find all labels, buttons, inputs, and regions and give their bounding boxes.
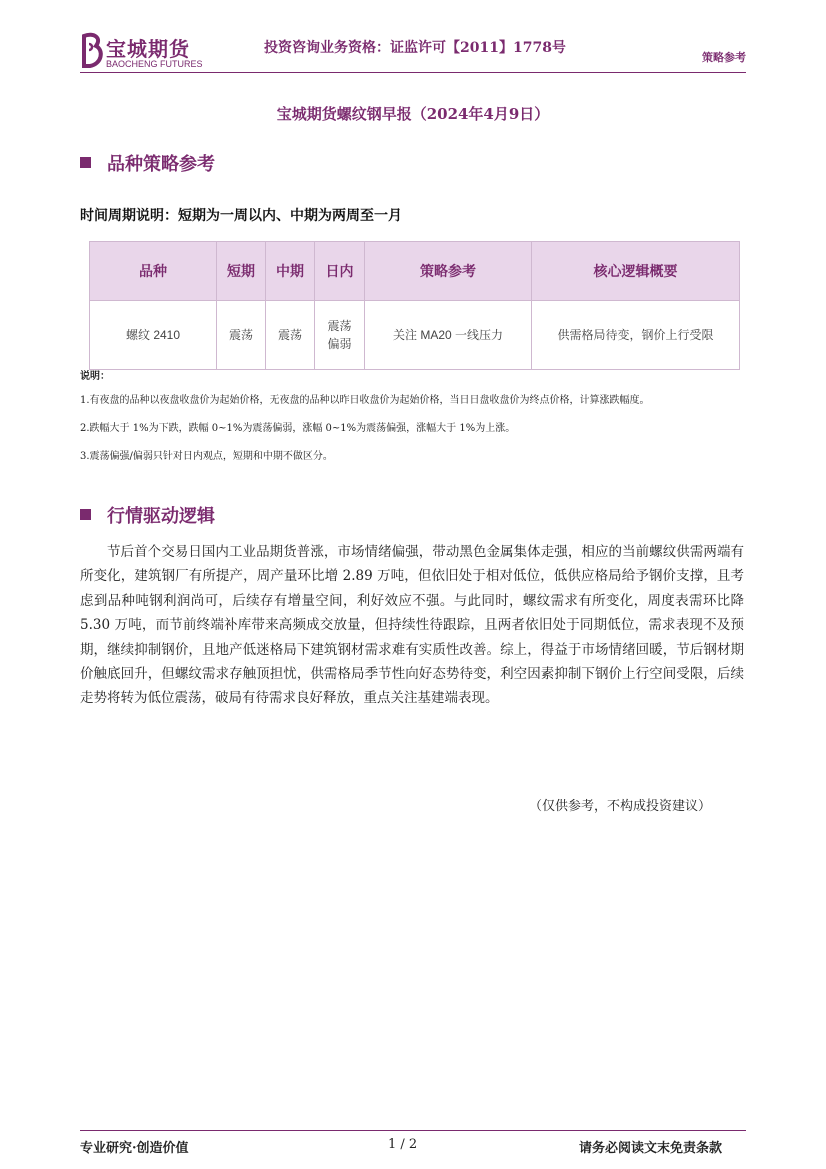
logic-cell: 供需格局待变，钢价上行受限 bbox=[532, 301, 740, 370]
section-heading-text: 品种策略参考 bbox=[107, 154, 215, 175]
table-header-cell: 短期 bbox=[217, 242, 266, 301]
section-square-icon bbox=[80, 157, 91, 168]
table-header-cell: 中期 bbox=[266, 242, 315, 301]
table-header-row bbox=[90, 242, 740, 301]
table-header-cell: 核心逻辑概要 bbox=[532, 242, 740, 301]
header-divider bbox=[80, 72, 746, 73]
company-name-en: BAOCHENG FUTURES bbox=[106, 59, 203, 69]
footer-disclaimer-link[interactable]: 请务必阅读文末免责条款 bbox=[578, 1141, 722, 1156]
section-heading-drivers bbox=[80, 502, 215, 528]
company-name-cn: 宝城期货 bbox=[106, 37, 190, 61]
market-analysis-paragraph: 节后首个交易日国内工业品期货普涨，市场情绪偏强，带动黑色金属集体走强，相应的当前螺纹供需两端有所变化，建筑钢厂有所提产，周产量环比增 2.89 万吨，但依旧处于相对低位，低供应格局给予钢价支撑，且考虑到品种吨钢利润尚可，后续存有增量空间，利好效应不强。与此同时，螺纹需求有所变化，周度表需环比降 5.30 万吨，而节前终端补库带来高频成交放量，但持续性待跟踪，且两者依旧处于同期低位，需求表现不及预期，继续抑制钢价，且地产低迷格局下建筑钢材需求难有实质性改善。综上，得益于市场情绪回暖，节后钢材期价触底回升，但螺纹需求存触顶担忧，供需格局季节性向好态势待变，利空因素抑制下钢价上行空间受限，后续走势将转为低位震荡，破局有待需求良好释放，重点关注基建端表现。 bbox=[80, 544, 744, 707]
period-note: 时间周期说明：短期为一周以内、中期为两周至一月 bbox=[80, 208, 402, 224]
section-heading-strategy bbox=[80, 150, 215, 176]
table-row bbox=[90, 301, 740, 370]
strategy-table bbox=[89, 241, 740, 370]
table-notes bbox=[80, 367, 746, 476]
footer-slogan: 专业研究·创造价值 bbox=[80, 1141, 189, 1156]
section-square-icon bbox=[80, 509, 91, 520]
variety-cell: 螺纹 2410 bbox=[90, 301, 217, 370]
short-term-cell: 震荡 bbox=[217, 301, 266, 370]
intraday-text: 震荡偏弱 bbox=[327, 319, 352, 351]
footer-divider bbox=[80, 1130, 746, 1131]
baocheng-logo-icon bbox=[80, 32, 104, 70]
company-logo bbox=[80, 32, 210, 72]
note-item: 1.有夜盘的品种以夜盘收盘价为起始价格，无夜盘的品种以昨日收盘价为起始价格，当日日盘收盘价为终点价格，计算涨跌幅度。 bbox=[80, 395, 650, 406]
report-title: 宝城期货螺纹钢早报（2024年4月9日） bbox=[276, 105, 550, 123]
table-header-cell: 品种 bbox=[90, 242, 217, 301]
mid-term-cell: 震荡 bbox=[266, 301, 315, 370]
section-heading-text: 行情驱动逻辑 bbox=[107, 506, 215, 527]
strategy-cell: 关注 MA20 一线压力 bbox=[365, 301, 532, 370]
report-category: 策略参考 bbox=[702, 51, 746, 64]
disclaimer: （仅供参考，不构成投资建议） bbox=[528, 799, 711, 814]
table-header-cell: 策略参考 bbox=[365, 242, 532, 301]
notes-title: 说明： bbox=[80, 371, 110, 382]
table-header-cell: 日内 bbox=[315, 242, 365, 301]
page-number: 1 / 2 bbox=[388, 1137, 418, 1152]
note-item: 3.震荡偏强/偏弱只针对日内观点，短期和中期不做区分。 bbox=[80, 451, 333, 462]
intraday-cell bbox=[315, 301, 365, 370]
note-item: 2.跌幅大于 1%为下跌，跌幅 0~1%为震荡偏弱，涨幅 0~1%为震荡偏强，涨幅大于 1%为上涨。 bbox=[80, 423, 516, 434]
qualification-text: 投资咨询业务资格：证监许可【2011】1778号 bbox=[264, 40, 566, 56]
